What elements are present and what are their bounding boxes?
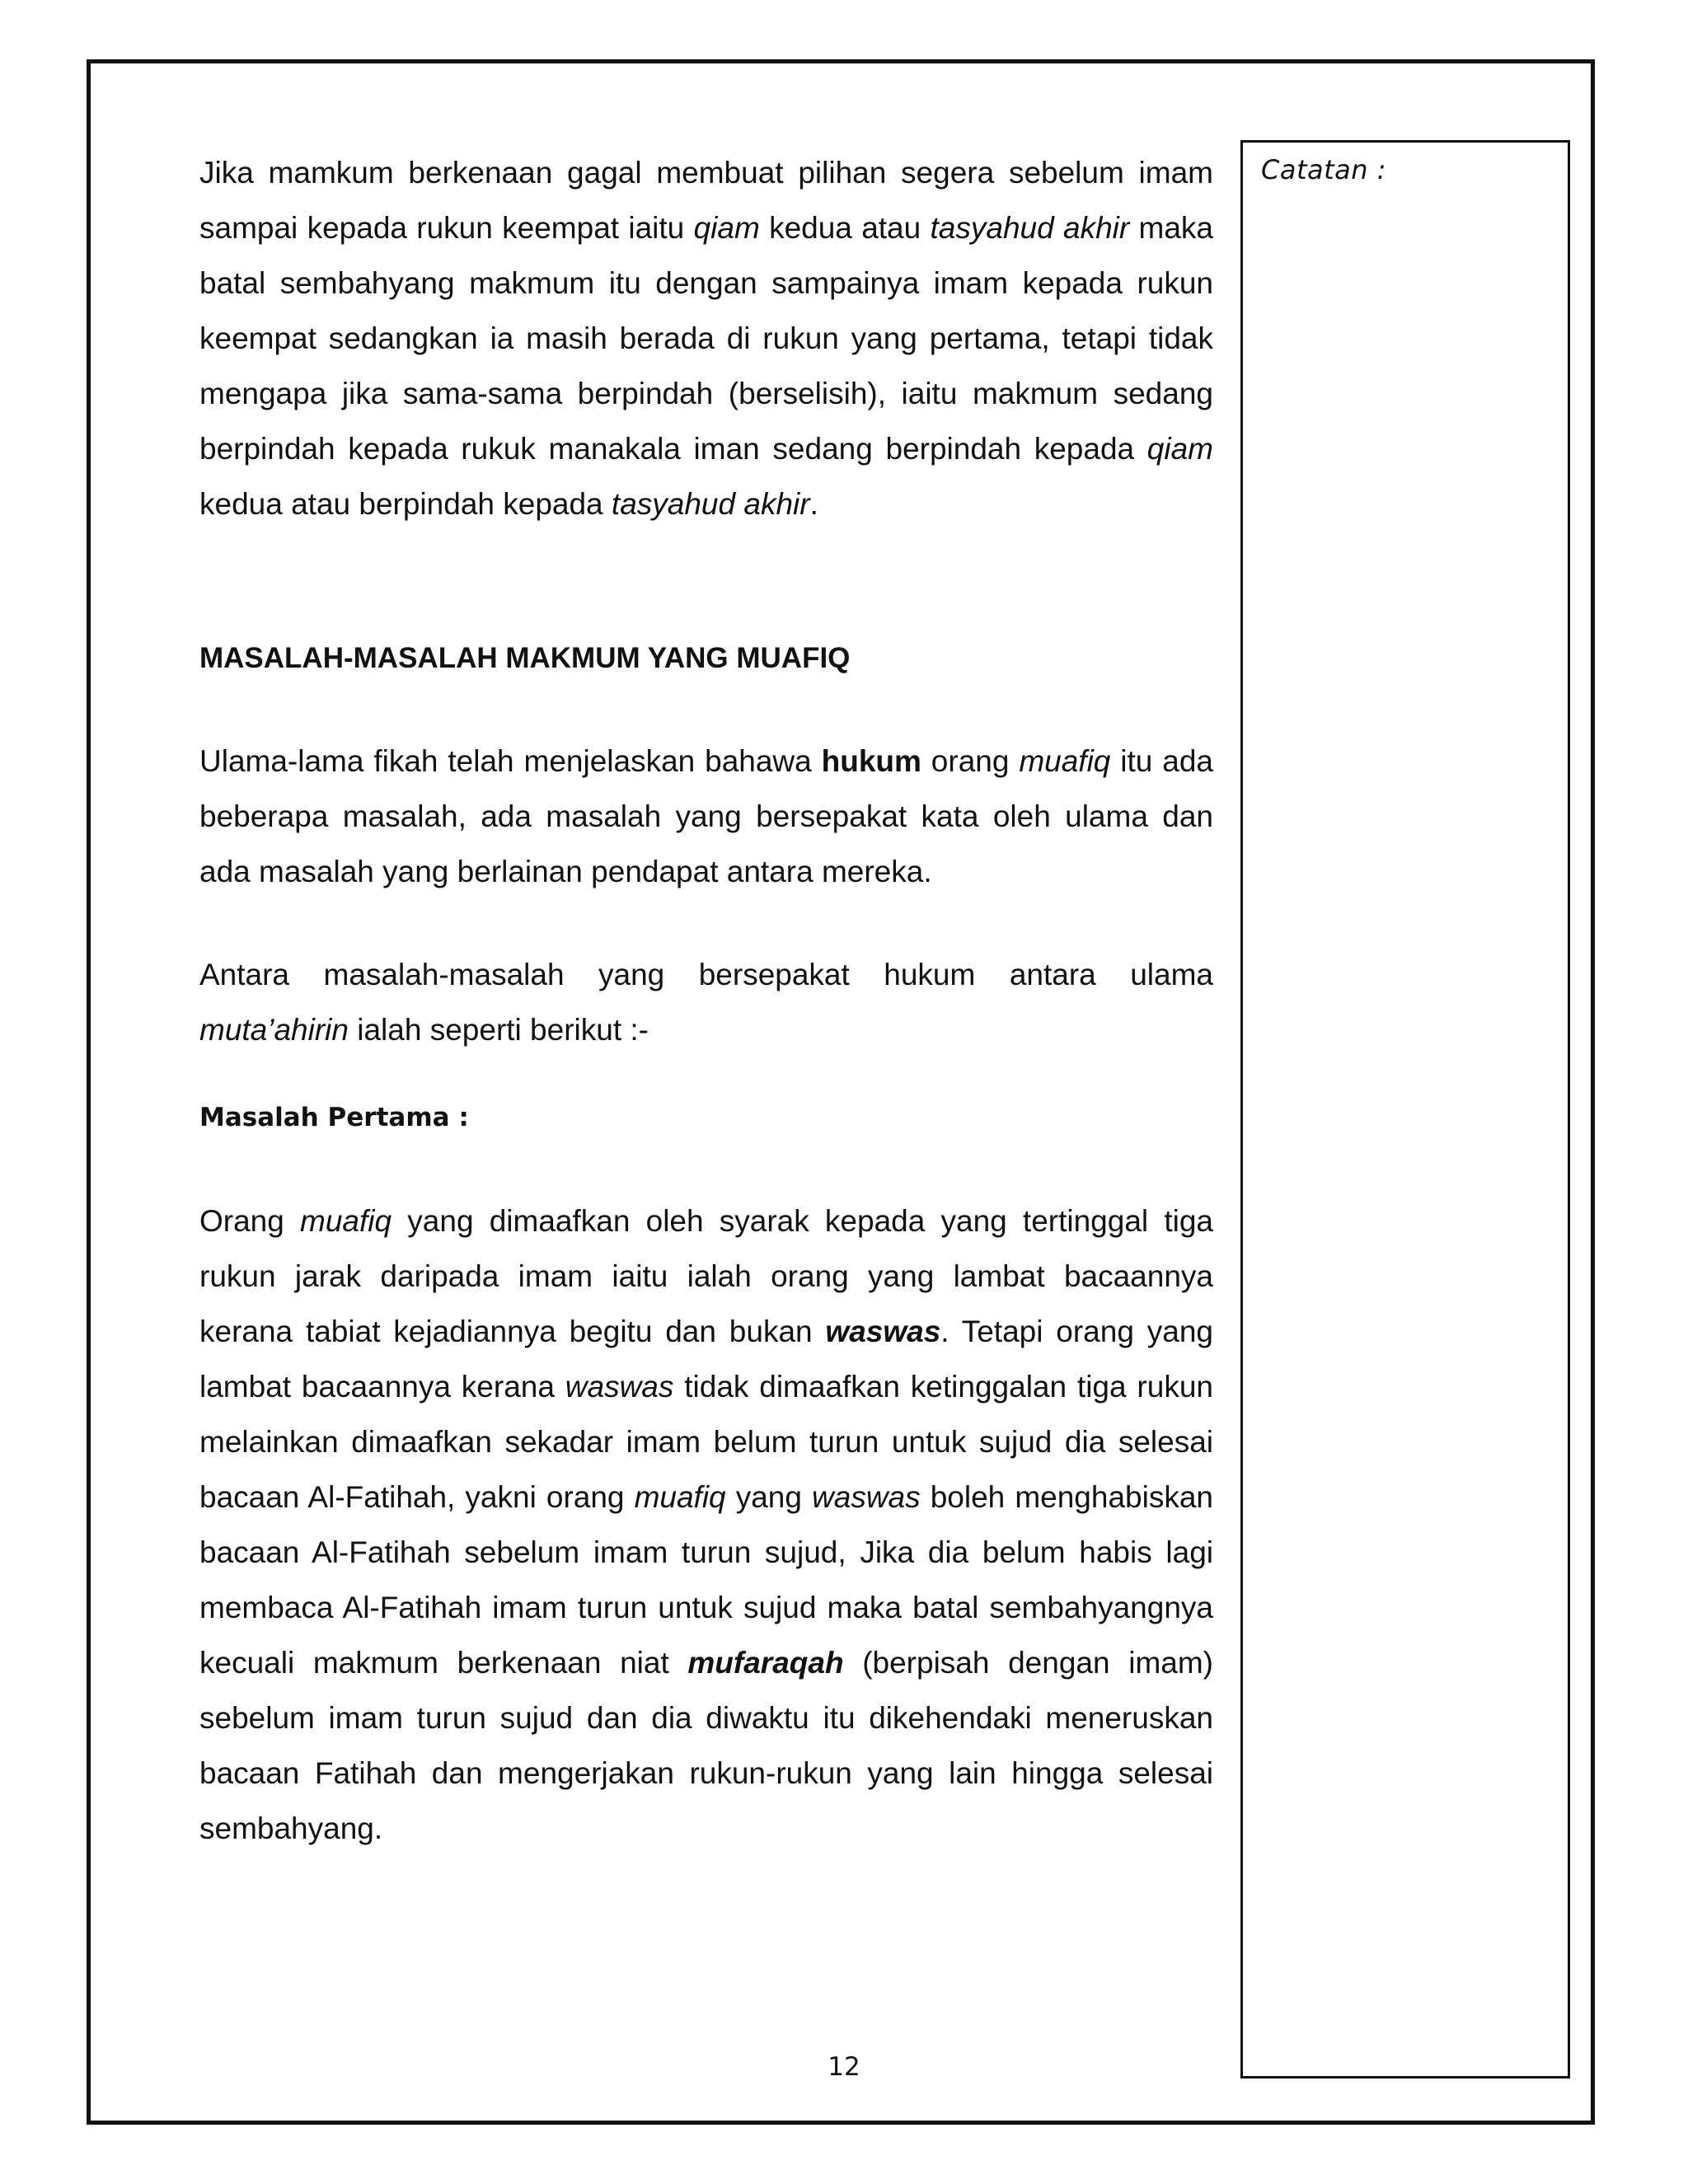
text-run: (berpisah dengan imam) sebelum imam turun sujud dan dia diwaktu itu dikehendaki meneruskan bacaan Fatihah dan mengerjakan rukun-rukun yang lain hingga selesai sembahyang. <box>199 1646 1213 1845</box>
text-run: kedua atau <box>759 211 931 245</box>
text-run: itu ada beberapa masalah, ada masalah yang bersepakat kata oleh ulama dan ada masalah yang berlainan pendapat antara mereka. <box>199 744 1213 888</box>
text-run: boleh menghabiskan bacaan Al-Fatihah sebelum imam turun sujud, Jika dia belum habis lagi membaca Al-Fatihah imam turun untuk sujud maka batal sembahyangnya kecuali makmum berkenaan niat <box>199 1480 1213 1680</box>
text-run: yang dimaafkan oleh syarak kepada yang tertinggal tiga rukun jarak daripada imam iaitu ialah orang yang lambat bacaannya kerana tabiat kejadiannya begitu dan bukan <box>199 1204 1213 1348</box>
emphasis-text: mufaraqah <box>687 1646 844 1680</box>
emphasis-text: tasyahud akhir <box>930 211 1130 245</box>
text-run: tidak dimaafkan ketinggalan tiga rukun melainkan dimaafkan sekadar imam belum turun untuk sujud dia selesai bacaan Al-Fatihah, yakni orang <box>199 1370 1213 1514</box>
spacer <box>199 532 1213 630</box>
notes-label: Catatan : <box>1261 154 1386 185</box>
text-run: ialah seperti berikut :- <box>348 1013 649 1047</box>
page-number: 12 <box>828 2052 860 2082</box>
main-content <box>199 145 1213 1856</box>
text-run: Orang <box>199 1204 301 1238</box>
text-run: maka batal sembahyang makmum itu dengan sampainya imam kepada rukun keempat sedangkan ia masih berada di rukun yang pertama, tetapi tidak mengapa jika sama-sama berpindah (berselisih), iaitu makmum sedang berpindah kepada rukuk manakala iman sedang berpindah kepada <box>199 211 1214 466</box>
emphasis-text: waswas <box>825 1315 941 1348</box>
emphasis-text: waswas <box>565 1370 674 1404</box>
emphasis-text: muafiq <box>1019 744 1111 778</box>
text-run: Jika mamkum berkenaan gagal membuat pilihan segera sebelum imam sampai kepada rukun keempat iaitu <box>199 156 1213 245</box>
text-run: Ulama-lama fikah telah menjelaskan bahawa <box>199 744 822 778</box>
text-run: . Tetapi orang yang lambat bacaannya kerana <box>199 1315 1213 1404</box>
emphasis-text: hukum <box>821 744 921 778</box>
emphasis-text: tasyahud akhir <box>611 487 810 521</box>
text-run: Antara masalah-masalah yang bersepakat hukum antara ulama <box>199 958 1213 991</box>
text-run: kedua atau berpindah kepada <box>199 487 612 521</box>
emphasis-text: muta’ahirin <box>199 1013 349 1047</box>
paragraph-2 <box>199 733 1213 899</box>
spacer <box>199 1146 1213 1193</box>
emphasis-text: qiam <box>1146 432 1213 466</box>
text-run: yang <box>725 1480 813 1514</box>
spacer <box>199 1057 1213 1090</box>
spacer <box>199 899 1213 947</box>
emphasis-text: qiam <box>693 211 760 245</box>
text-run: orang <box>921 744 1020 778</box>
paragraph-1 <box>199 145 1213 532</box>
paragraph-4 <box>199 1193 1213 1856</box>
emphasis-text: muafiq <box>634 1480 726 1514</box>
emphasis-text: waswas <box>812 1480 921 1514</box>
notes-box <box>1240 140 1570 2079</box>
subheading-masalah-pertama: Masalah Pertama : <box>199 1103 469 1132</box>
emphasis-text: muafiq <box>300 1204 392 1238</box>
section-heading: MASALAH-MASALAH MAKMUM YANG MUAFIQ <box>199 642 851 674</box>
text-run: . <box>809 487 818 521</box>
spacer <box>199 686 1213 733</box>
paragraph-3 <box>199 947 1213 1057</box>
